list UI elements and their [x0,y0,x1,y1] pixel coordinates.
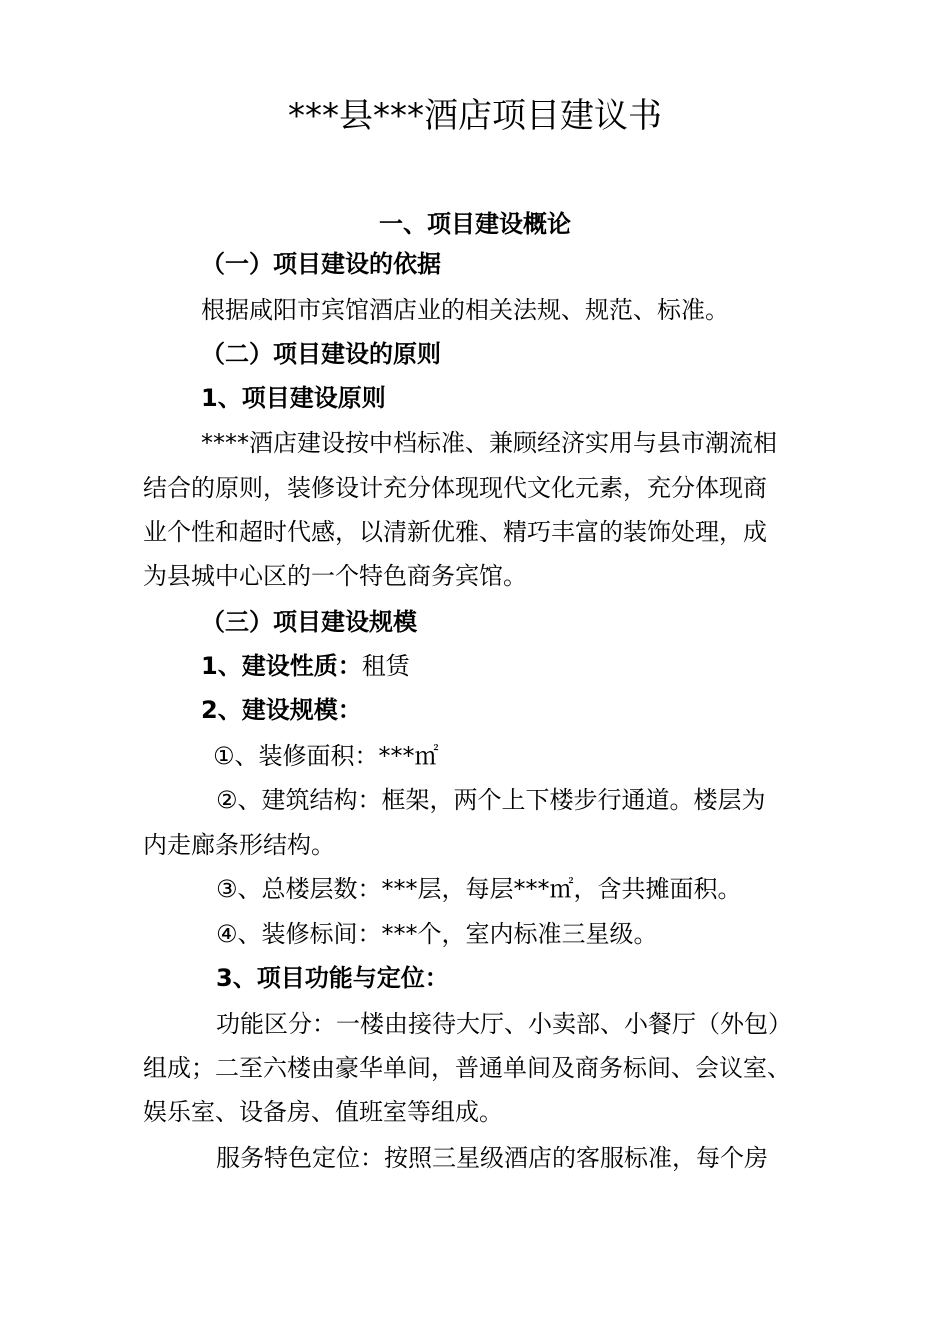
basis-text: 根据咸阳市宾馆酒店业的相关法规、规范、标准。 [201,296,729,324]
principle-item-heading: 1、项目建设原则 [201,384,386,412]
construction-nature [201,649,410,683]
principle-paragraph-line: 为县城中心区的一个特色商务宾馆。 [143,562,527,590]
construction-nature-value: 租赁 [361,652,410,680]
principle-paragraph-line: ****酒店建设按中档标准、兼顾经济实用与县市潮流相 [201,429,777,457]
section-heading-overview: 一、项目建设概论 [379,210,571,238]
principle-paragraph-line: 结合的原则，装修设计充分体现现代文化元素，充分体现商 [143,474,767,502]
subsection-heading-scale: （三）项目建设规模 [201,608,417,636]
function-line: 娱乐室、设备房、值班室等组成。 [143,1098,503,1126]
subsection-heading-basis: （一）项目建设的依据 [201,250,441,278]
function-line: 功能区分：一楼由接待大厅、小卖部、小餐厅（外包） [216,1010,792,1038]
subsection-heading-principles: （二）项目建设的原则 [201,340,441,368]
function-heading: 3、项目功能与定位： [216,964,449,992]
scale-item: ④、装修标间：***个，室内标准三星级。 [216,920,658,948]
scale-item: ③、总楼层数：***层，每层***㎡，含共摊面积。 [216,875,742,903]
scale-item: ②、建筑结构：框架，两个上下楼步行通道。楼层为 [216,786,766,814]
principle-paragraph-line: 业个性和超时代感，以清新优雅、精巧丰富的装饰处理，成 [143,518,767,546]
function-line: 服务特色定位：按照三星级酒店的客服标准，每个房 [216,1144,768,1172]
scale-item: 内走廊条形结构。 [143,831,335,859]
construction-scale-label: 2、建设规模： [201,696,362,724]
document-title: ***县***酒店项目建议书 [288,96,662,136]
construction-nature-label: 1、建设性质： [201,652,362,680]
scale-item: ①、装修面积：***㎡ [213,742,439,770]
function-line: 组成；二至六楼由豪华单间，普通单间及商务标间、会议室、 [143,1054,791,1082]
